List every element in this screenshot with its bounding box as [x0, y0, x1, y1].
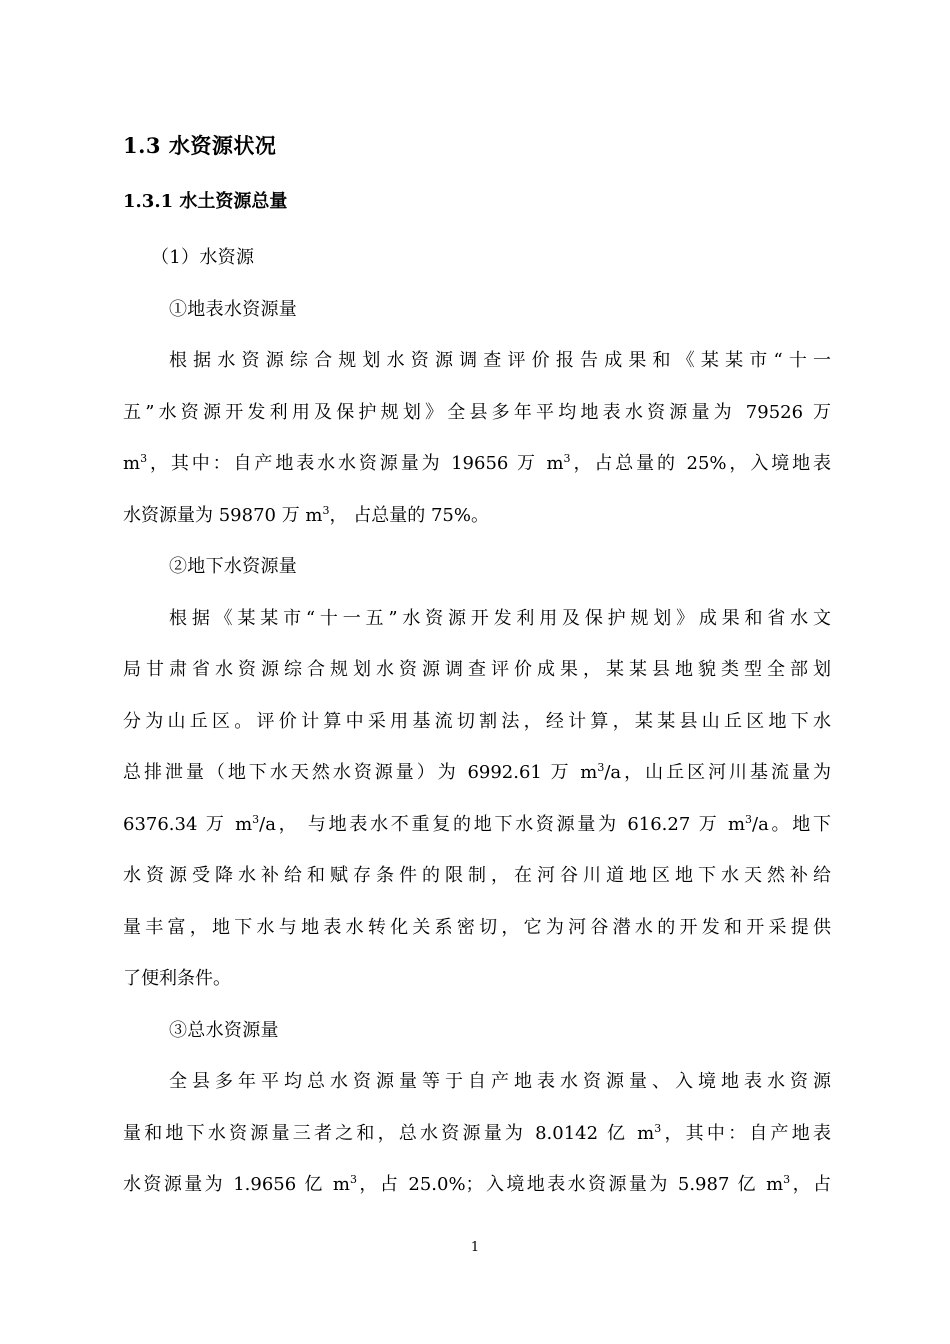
paragraph-line: 了便利条件。 [123, 968, 231, 989]
paragraph-line: 分为山丘区。评价计算中采用基流切割法，经计算，某某县山丘区地下水 [123, 710, 831, 732]
paragraph-line: $m^3$，其中：自产地表水水资源量为 19656 万 $m^3$，占总量的 25%，入境地表 [123, 452, 831, 474]
paragraph-ground-water [123, 593, 831, 1005]
subsection-heading: 1.3.1 水土资源总量 [123, 191, 288, 212]
paragraph-line: 6376.34 万 $m^3/a$， 与地表水不重复的地下水资源量为 616.27 万 $m^3/a$。地下 [123, 812, 832, 835]
paragraph-line: 量丰富，地下水与地表水转化关系密切，它为河谷潜水的开发和开采提供 [123, 916, 831, 938]
paragraph-line: 总排泄量（地下水天然水资源量）为 6992.61 万 $m^3/a$，山丘区河川基流量为 [123, 761, 831, 783]
paragraph-line: 量和地下水资源量三者之和，总水资源量为 8.0142 亿 $m^3$，其中：自产地表 [123, 1121, 831, 1144]
paragraph-line: 水资源量为 59870 万 $m^3$， 占总量的 75%。 [123, 503, 489, 526]
section-heading: 1.3 水资源状况 [123, 133, 277, 158]
paragraph-line: 水资源量为 1.9656 亿 $m^3$，占 25.0%；入境地表水资源量为 5.987 亿 $m^3$，占 [123, 1173, 832, 1195]
page-content [123, 124, 831, 1211]
item-water-resources: （1）水资源 [151, 247, 255, 268]
paragraph-surface-water [123, 335, 831, 541]
item-surface-water: ①地表水资源量 [169, 298, 298, 320]
paragraph-line: 根据水资源综合规划水资源调查评价报告成果和《某某市“十一 [169, 350, 831, 371]
paragraph-line: 全县多年平均总水资源量等于自产地表水资源量、入境地表水资源 [169, 1071, 831, 1092]
item-ground-water: ②地下水资源量 [169, 556, 298, 577]
paragraph-line: 水资源受降水补给和赋存条件的限制，在河谷川道地区地下水天然补给 [123, 865, 831, 886]
paragraph-total-water [123, 1056, 831, 1211]
item-total-water: ③总水资源量 [169, 1019, 279, 1041]
paragraph-line: 根据《某某市“十一五”水资源开发利用及保护规划》成果和省水文 [169, 607, 831, 629]
paragraph-line: 局甘肃省水资源综合规划水资源调查评价成果，某某县地貌类型全部划 [123, 659, 831, 680]
paragraph-line: 五”水资源开发利用及保护规划》全县多年平均地表水资源量为 79526 万 [123, 401, 831, 423]
page-number: 1 [470, 1240, 480, 1255]
